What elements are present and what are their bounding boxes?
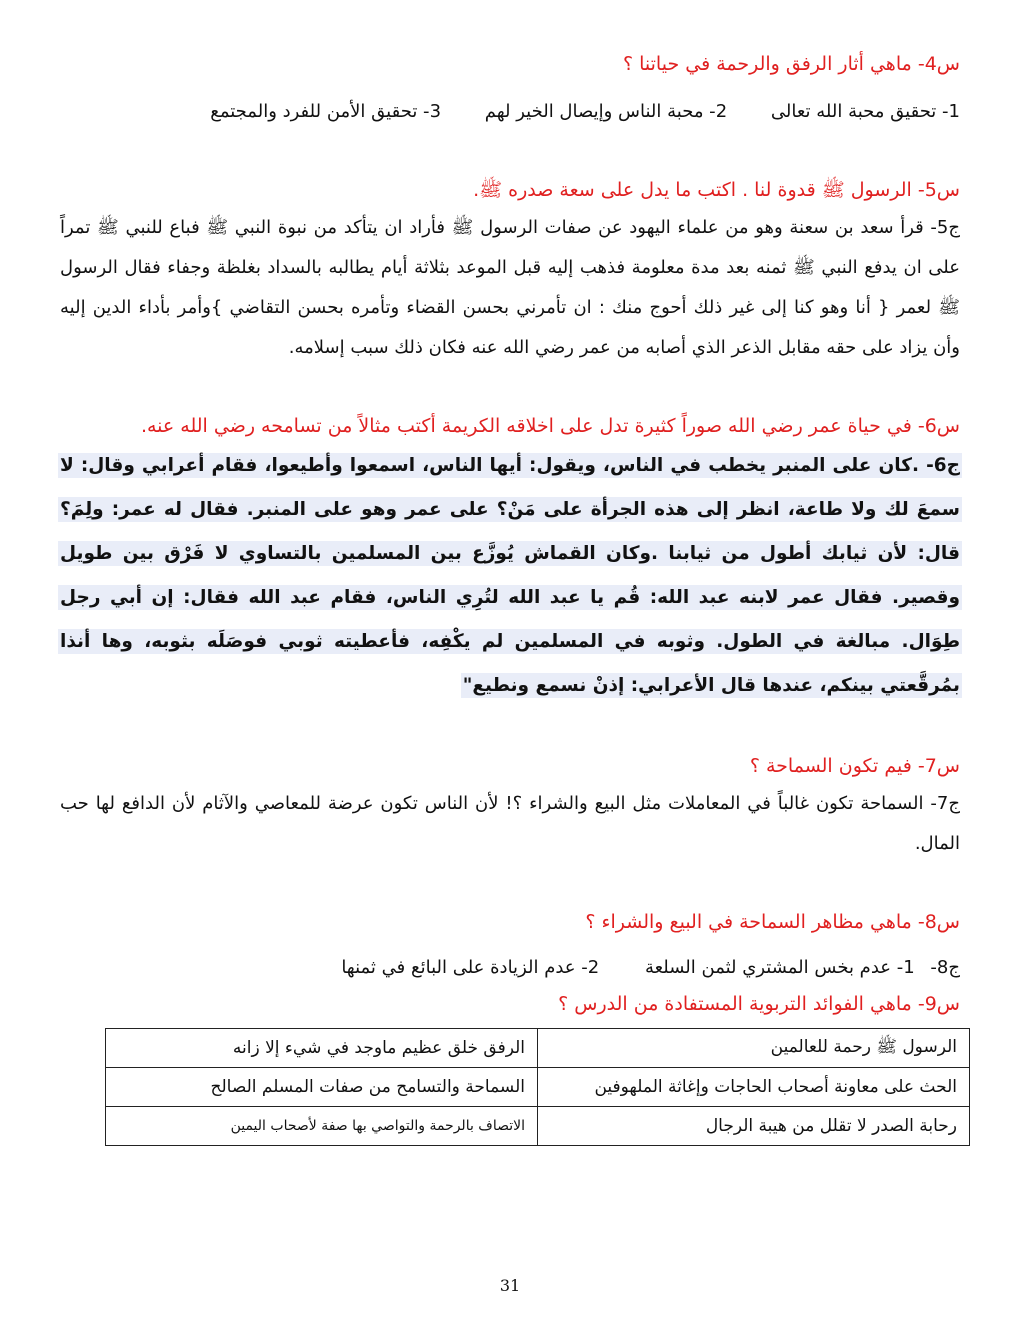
question-9: س9- ماهي الفوائد التربوية المستفادة من الدرس ؟ [558, 993, 960, 1015]
answer-8-item: 2- عدم الزيادة على البائع في ثمنها [341, 957, 600, 978]
question-6: س6- في حياة عمر رضي الله صوراً كثيرة تدل على اخلاقه الكريمة أكتب مثالاً من تسامحه رضي الله عنه. [140, 415, 960, 437]
table-cell: الرسول ﷺ رحمة للعالمين [538, 1029, 970, 1068]
answer-8-item: 1- عدم بخس المشتري لثمن السلعة [644, 957, 915, 978]
answer-8-list [60, 948, 960, 988]
table-cell: الرفق خلق عظيم ماوجد في شيء إلا زانه [106, 1029, 538, 1068]
answer-4-item: 2- محبة الناس وإيصال الخير لهم [484, 101, 728, 122]
table-cell: السماحة والتسامح من صفات المسلم الصالح [106, 1068, 538, 1107]
table-cell: الحث على معاونة أصحاب الحاجات وإغاثة الملهوفين [538, 1068, 970, 1107]
question-4: س4- ماهي أثار الرفق والرحمة في حياتنا ؟ [623, 53, 960, 75]
table-row [106, 1068, 970, 1107]
answer-4-list [60, 92, 960, 132]
table-row [106, 1029, 970, 1068]
answer-7: ج7- السماحة تكون غالباً في المعاملات مثل البيع والشراء ؟! لأن الناس تكون عرضة للمعاصي والآثام لأن الدافع لها حب المال. [60, 793, 960, 854]
table-cell: الاتصاف بالرحمة والتواصي بها صفة لأصحاب اليمين [106, 1107, 538, 1146]
benefits-table [105, 1028, 970, 1146]
answer-6 [60, 444, 960, 708]
document-page [60, 50, 960, 1146]
table-cell: رحابة الصدر لا تقلل من هيبة الرجال [538, 1107, 970, 1146]
table-row [106, 1107, 970, 1146]
question-5: س5- الرسول ﷺ قدوة لنا . اكتب ما يدل على سعة صدره ﷺ. [473, 179, 960, 201]
answer-6-text: ج6- .كان على المنبر يخطب في الناس، ويقول: أيها الناس، اسمعوا وأطيعوا، فقام أعرابي وقال: لا سمعَ لك ولا طاعة، انظر إلى هذه الجرأة على مَنْ؟ على عمر وهو على المنبر. فقال له عمر: ولِمَ؟ قال: لأن ثيابك أطول من ثيابنا .وكان القماش يُوزَّع بين المسلمين بالتساوي لا فَرْق بين طويل وقصير. فقال عمر لابنه عبد الله: قُم يا عبد الله لتُرِي الناس، فقام عبد الله فقال: إن أبي رجل طِوَال. مبالغة في الطول. وثوبه في المسلمين لم يكْفِه، فأعطيته ثوبي فوصَلَه بثوبه، وها أنذا بمُرقَّعتي بينكم، عندها قال الأعرابي: إذنْ نسمع ونطيع" [60, 455, 960, 696]
answer-4-item: 3- تحقيق الأمن للفرد والمجتمع [210, 101, 442, 122]
page-number: 31 [499, 1276, 521, 1295]
answer-4-item: 1- تحقيق محبة الله تعالى [770, 101, 960, 122]
question-7: س7- فيم تكون السماحة ؟ [749, 755, 960, 777]
question-8: س8- ماهي مظاهر السماحة في البيع والشراء ؟ [585, 911, 960, 933]
answer-8-label: ج8- [930, 957, 960, 978]
answer-5: ج5- قرأ سعد بن سعنة وهو من علماء اليهود عن صفات الرسول ﷺ فأراد ان يتأكد من نبوة النبي ﷺ فباع للنبي ﷺ تمراً على ان يدفع النبي ﷺ ثمنه بعد مدة معلومة فذهب إليه قبل الموعد بثلاثة أيام يطالبه بالسداد بغلظة وجفاء فقال الرسول ﷺ لعمر { أنا وهو كنا إلى غير ذلك أحوج منك : ان تأمرني بحسن القضاء وتأمره بحسن التقاضي }وأمر بأداء الدين إليه وأن يزاد على حقه مقابل الذعر الذي أصابه من عمر رضي الله عنه فكان ذلك سبب إسلامه. [60, 217, 960, 358]
